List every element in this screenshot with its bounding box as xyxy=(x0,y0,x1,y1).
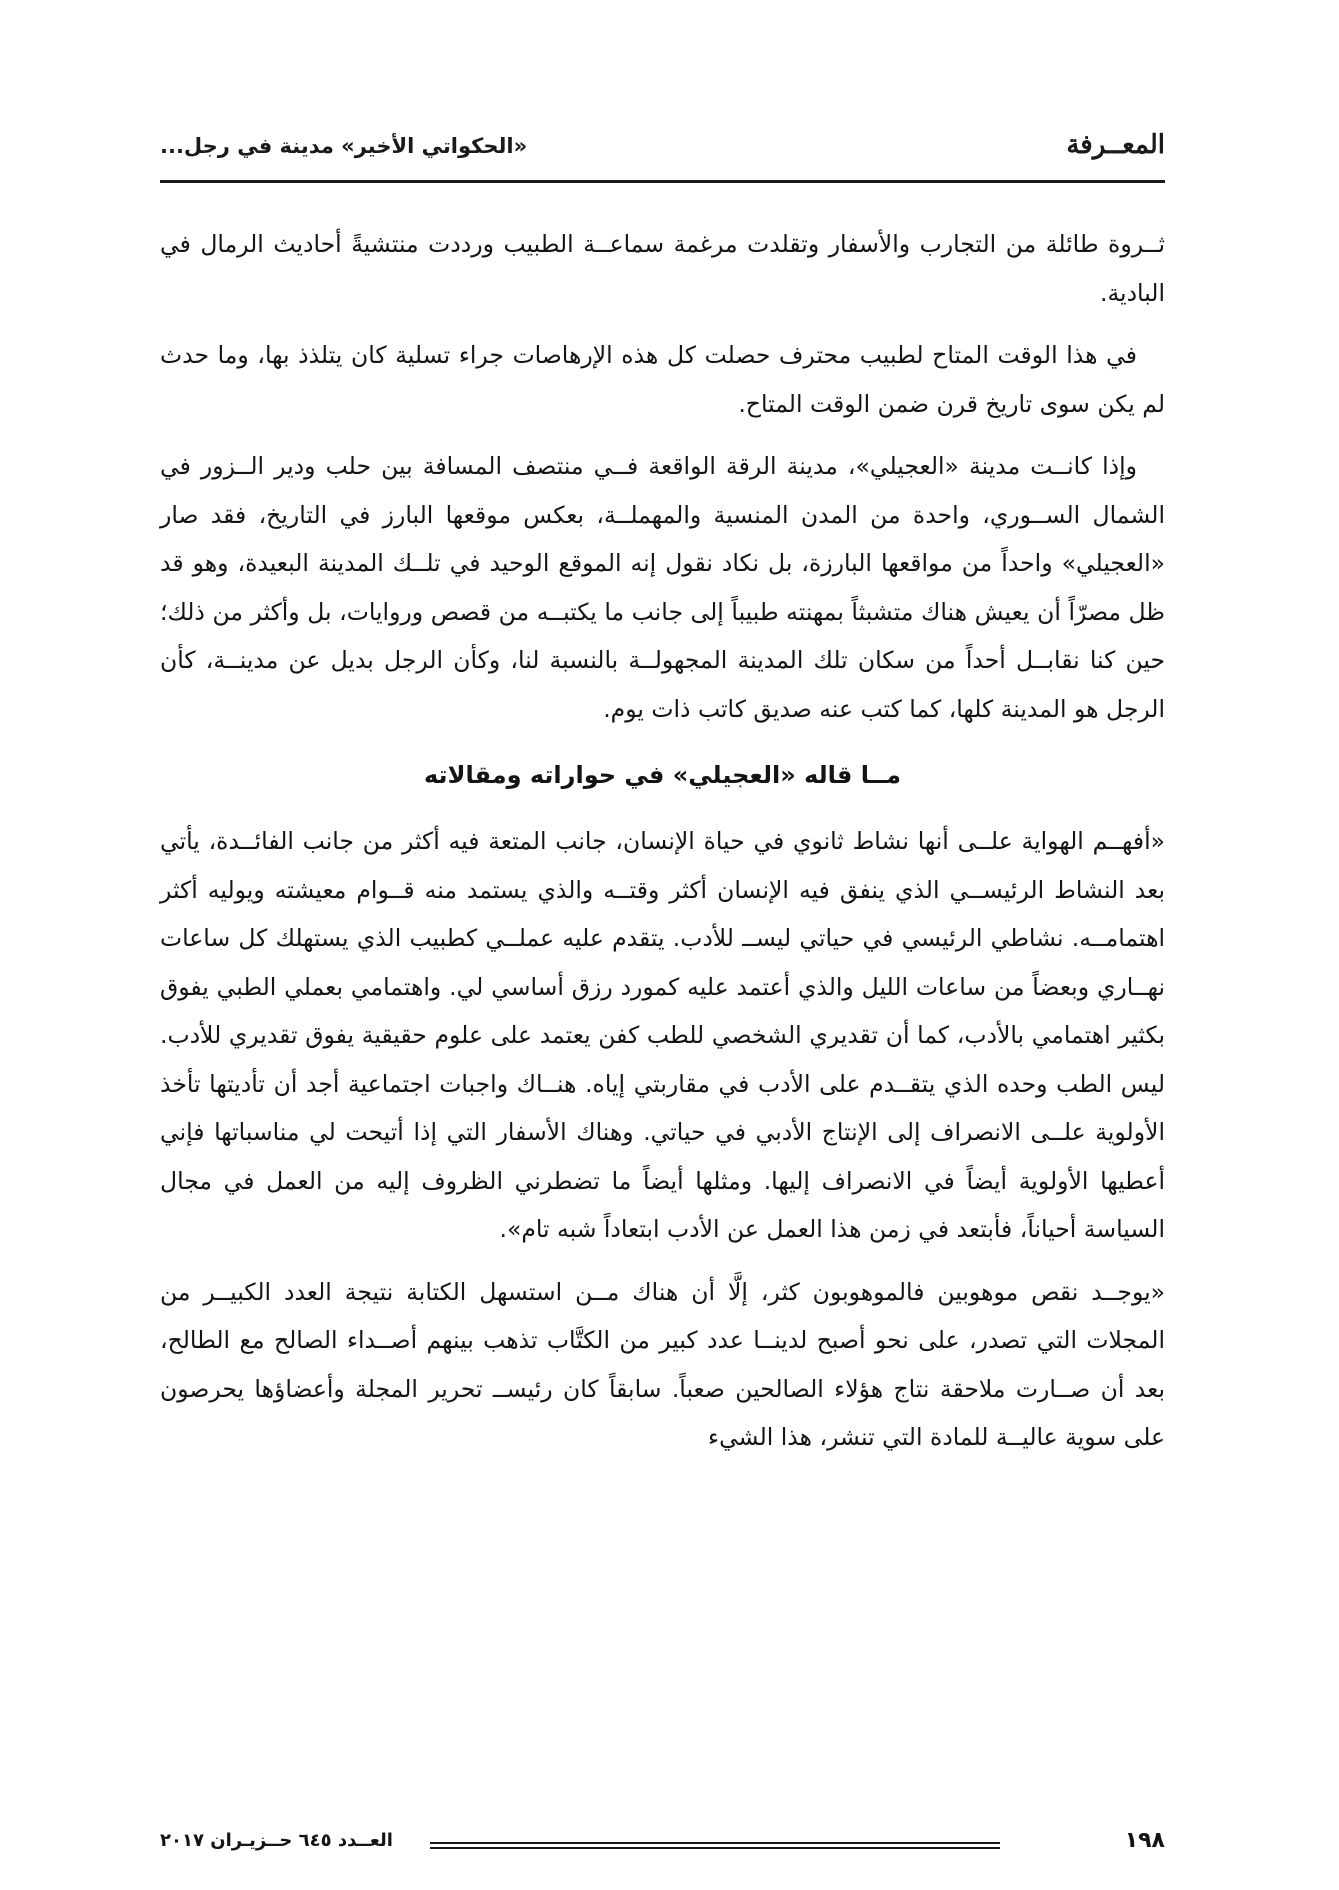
page-footer xyxy=(160,1828,1165,1858)
paragraph-4: «أفهــم الهواية علــى أنها نشاط ثانوي في حياة الإنسان، جانب المتعة فيه أكثر من جانب الفائــدة، يأتي بعد النشاط الرئيســي الذي ينفق فيه الإنسان أكثر وقتــه والذي يستمد منه قــوام معيشته ويوليه أكثر اهتمامــه. نشاطي الرئيسي في حياتي ليســ للأدب. يتقدم عليه عملــي كطبيب الذي يستهلك كل ساعات نهــاري وبعضاً من ساعات الليل والذي أعتمد عليه كمورد رزق أساسي لي. واهتمامي بعملي الطبي يفوق بكثير اهتمامي بالأدب، كما أن تقديري الشخصي للطب كفن يعتمد على علوم حقيقية يفوق تقديري للأدب. ليس الطب وحده الذي يتقــدم على الأدب في مقاربتي إياه. هنــاك واجبات اجتماعية أجد أن تأديتها تأخذ الأولوية علــى الانصراف إلى الإنتاج الأدبي في حياتي. وهناك الأسفار التي إذا أتيحت لي مناسباتها فإني أعطيها الأولوية أيضاً في الانصراف إليها. ومثلها أيضاً ما تضطرني الظروف إليه من العمل في مجال السياسة أحياناً، فأبتعد في زمن هذا العمل عن الأدب ابتعاداً شبه تام». xyxy=(160,827,1165,1243)
page-header xyxy=(160,130,1165,170)
paragraph-5: «يوجــد نقص موهوبين فالموهوبون كثر، إلَّا أن هناك مــن استسهل الكتابة نتيجة العدد الكبيــر من المجلات التي تصدر، على نحو أصبح لدينــا عدد كبير من الكتَّاب تذهب بينهم أصــداء الصالح مع الطالح، بعد أن صــارت ملاحقة نتاج هؤلاء الصالحين صعباً. سابقاً كان رئيســ تحرير المجلة وأعضاؤها يحرصون على سوية عاليــة للمادة التي تنشر، هذا الشيء xyxy=(160,1277,1165,1451)
paragraph-1: ثــروة طائلة من التجارب والأسفار وتقلدت مرغمة سماعــة الطبيب ورددت منتشيةً أحاديث الرمال في البادية. xyxy=(160,230,1165,307)
page-number: ١٩٨ xyxy=(1124,1828,1165,1853)
header-divider xyxy=(160,180,1165,183)
section-heading: مــا قاله «العجيلي» في حواراته ومقالاته xyxy=(424,761,901,789)
footer-divider xyxy=(430,1842,1000,1849)
magazine-logo: المعــرفة xyxy=(1066,130,1165,160)
running-title: «الحكواتي الأخير» مدينة في رجل... xyxy=(160,134,528,158)
paragraph-3: وإذا كانــت مدينة «العجيلي»، مدينة الرقة الواقعة فــي منتصف المسافة بين حلب ودير الــزور في الشمال الســوري، واحدة من المدن المنسية والمهملــة، بعكس موقعها البارز في التاريخ، فقد صار «العجيلي» واحداً من مواقعها البارزة، بل نكاد نقول إنه الموقع الوحيد في تلــك المدينة البعيدة، وهو قد ظل مصرّاً أن يعيش هناك متشبثاً بمهنته طبيباً إلى جانب ما يكتبــه من قصص وروايات، بل وأكثر من ذلك؛ حين كنا نقابــل أحداً من سكان تلك المدينة المجهولــة بالنسبة لنا، وكأن الرجل بديل عن مدينــة، كأن الرجل هو المدينة كلها، كما كتب عنه صديق كاتب ذات يوم. xyxy=(160,452,1165,723)
paragraph-2: في هذا الوقت المتاح لطبيب محترف حصلت كل هذه الإرهاصات جراء تسلية كان يتلذذ بها، وما حدث لم يكن سوى تاريخ قرن ضمن الوقت المتاح. xyxy=(160,341,1165,418)
article-body xyxy=(160,220,1165,1476)
issue-info: العــدد ٦٤٥ حــزيـران ٢٠١٧ xyxy=(160,1830,393,1851)
